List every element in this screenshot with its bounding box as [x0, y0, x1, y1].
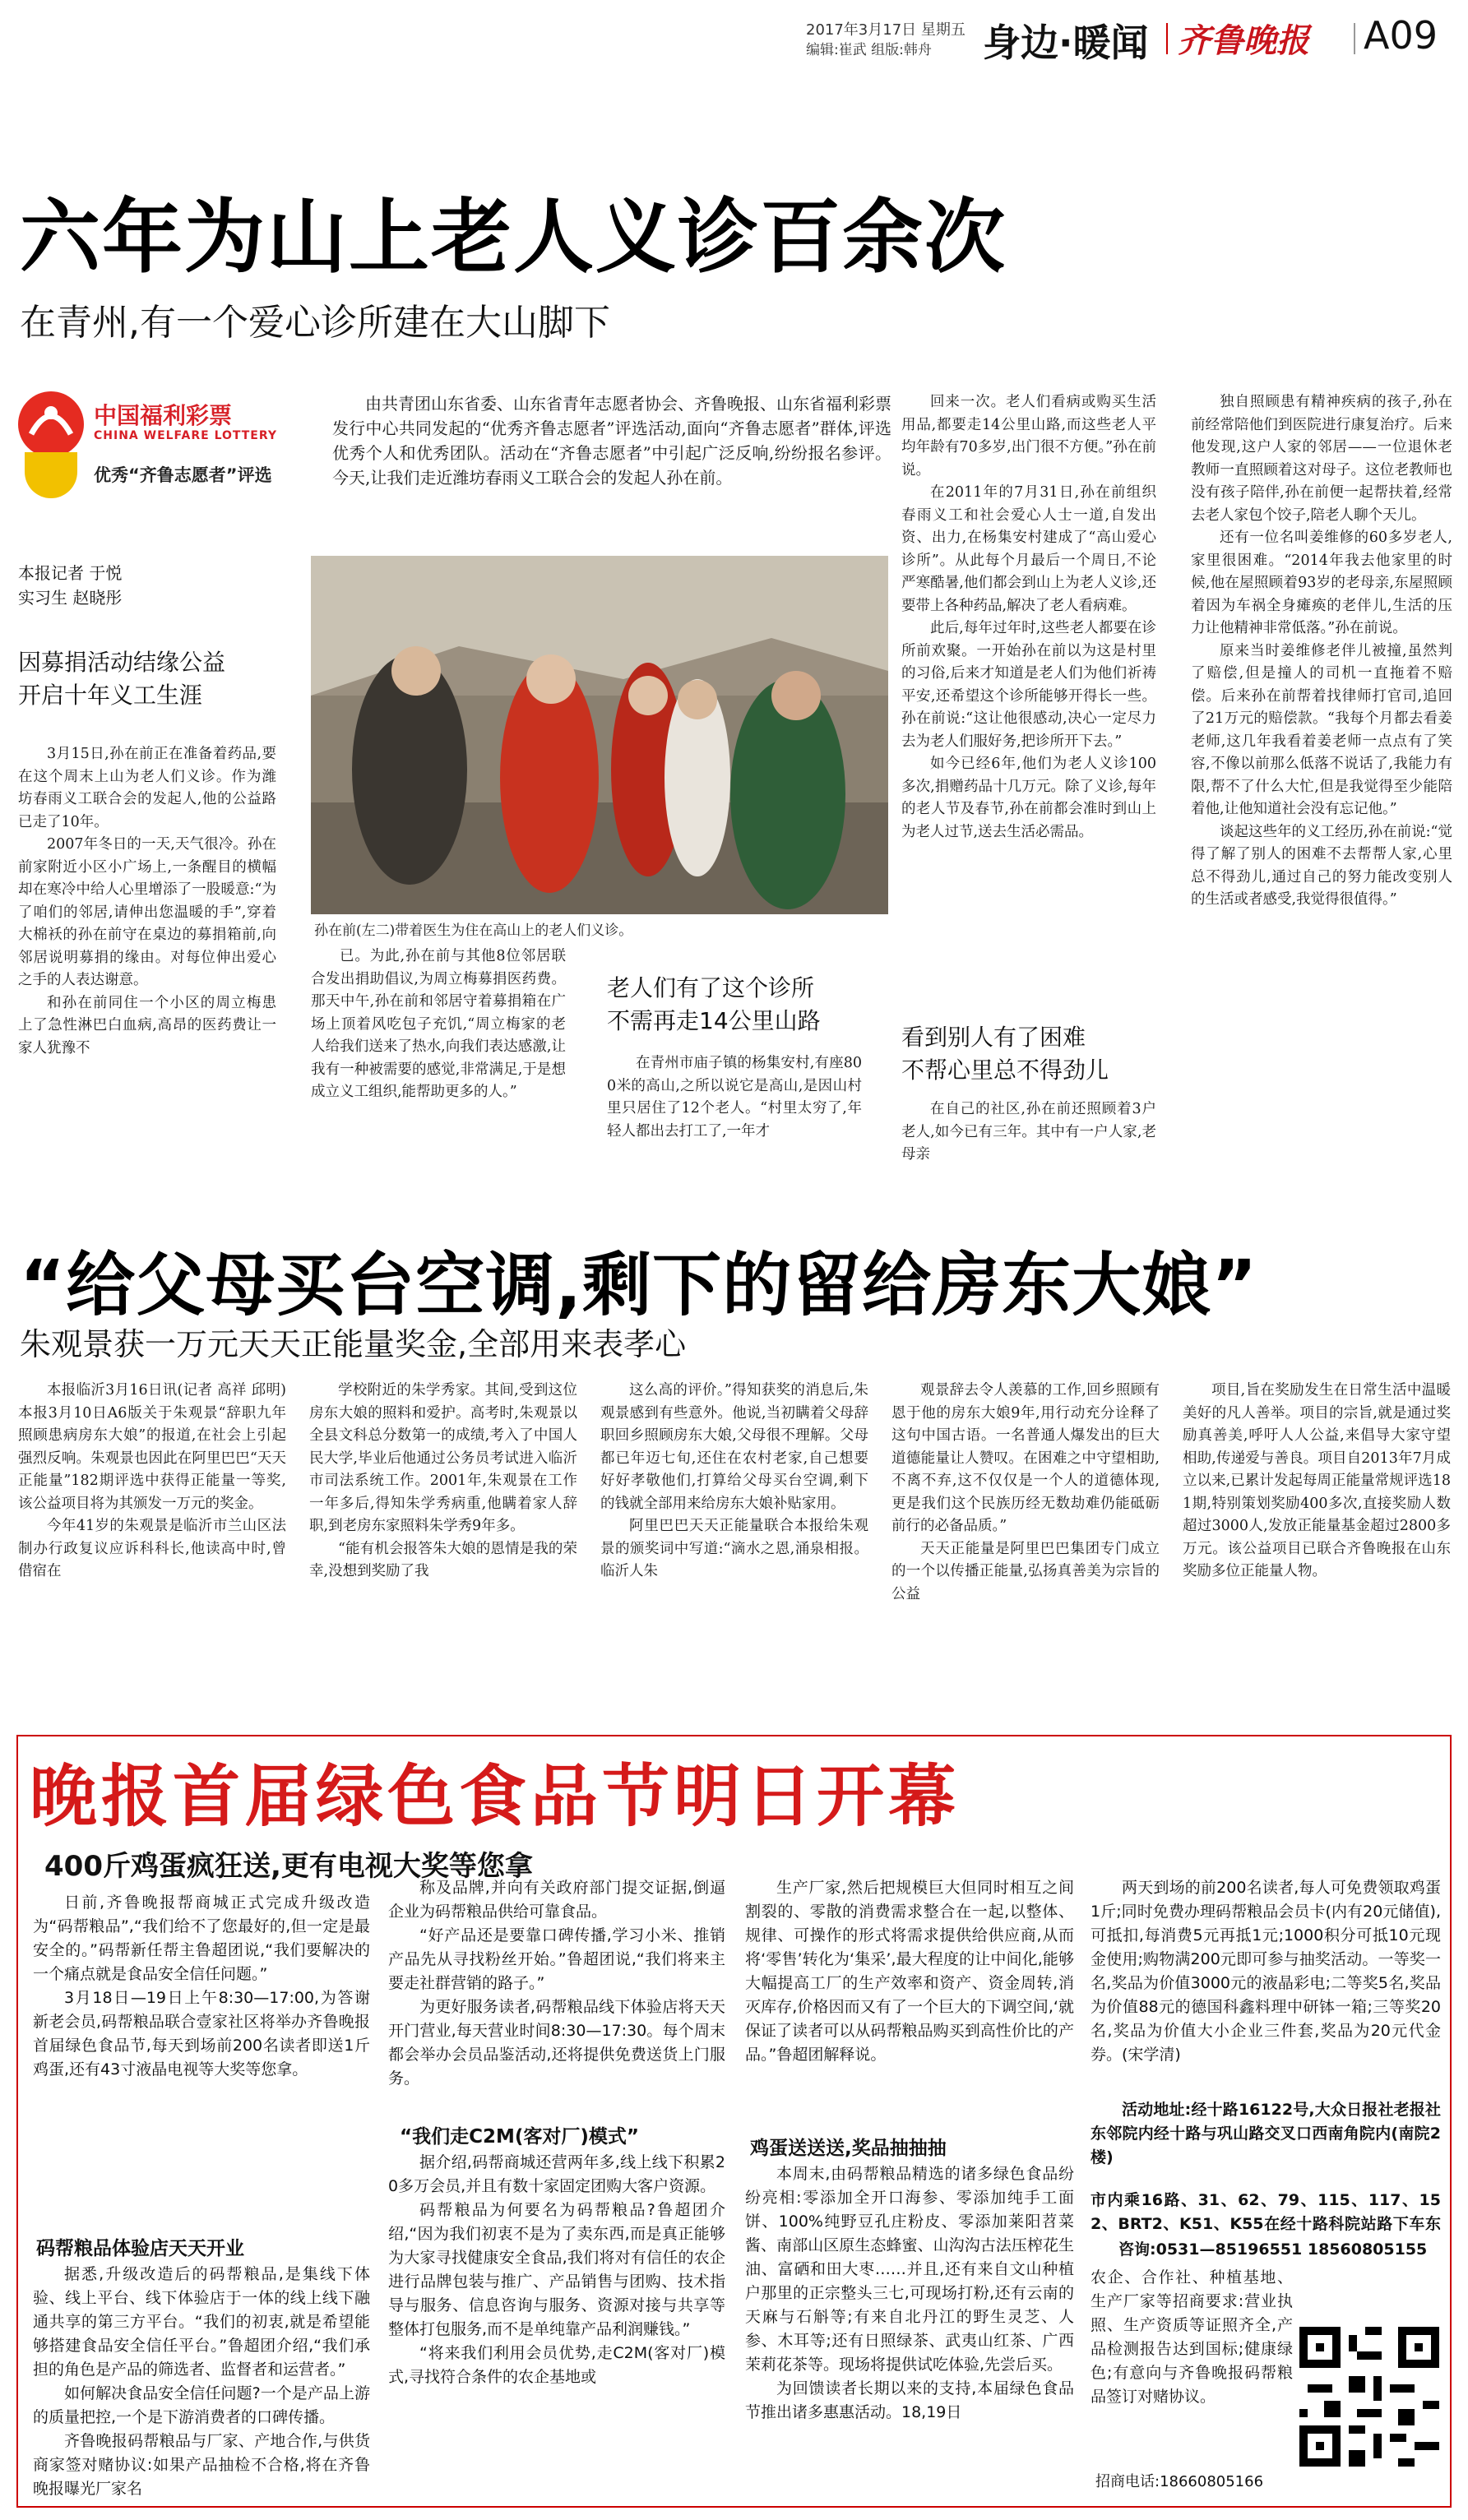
ad-column-2: 称及品牌,并向有关政府部门提交证据,倒逼企业为码帮粮品供给可靠食品。 “好产品还是要靠口碑传播,学习小米、推销产品先从寻找粉丝开始。”鲁超团说,“我们将来主要走社群营销的路子。” 为更好服务读者,码帮粮品线下体验店将天天开门营业,每天营业时间8:30—17:30。每个周末都会举办会员品鉴活动,还将提供免费送货上门服务。 — [388, 1879, 725, 2088]
story2-headline: “给父母买台空调,剩下的留给房东大娘” — [20, 1245, 1258, 1325]
section-subtitle: 老人们有了这个诊所 不需再走14公里山路 — [607, 974, 821, 1034]
activity-address: 活动地址:经十路16122号,大众日报社老报社东邻院内经十路与巩山路交叉口西南角院内(南院2楼) — [1091, 2101, 1441, 2166]
story1-column-5: 独自照顾患有精神疾病的孩子,孙在前经常陪他们到医院进行康复治疗。后来他发现,这户人家的邻居——一位退休老教师一直照顾着这对母子。这位老教师也没有孩子陪伴,孙在前便一起帮扶着,经常去老人家包个饺子,陪老人聊个天儿。 还有一位名叫姜维修的60多岁老人,家里很困难。“2014年我去他家里的时候,他在屋照顾着93岁的老母亲,东屋照顾着因为车祸全身瘫痪的老伴儿,生活的压力让他精神非常低落。”孙在前说。 原来当时姜维修老伴儿被撞,虽然判了赔偿,但是撞人的司机一直拖着不赔偿。后来孙在前帮着找律师打官司,追回了21万元的赔偿款。“我每个月都去看姜老师,这几年我看着姜老师一点点有了笑容,不像以前那么低落不说话了,我能力有限,帮不了什么大忙,但是我觉得至少能陪着他,让他知道社会没有忘记他。” 谈起这些年的义工经历,孙在前说:“觉得了解了别人的困难不去帮帮人家,心里总不得劲儿,通过自己的努力能改变别人的生活或者感受,我觉得很值得。” — [1191, 394, 1452, 908]
ad-title: 晚报首届绿色食品节明日开幕 — [30, 1758, 961, 1836]
story1-column-3: 在青州市庙子镇的杨集安村,有座800米的高山,之所以说它是高山,是因山村里只居住了12个老人。“村里太穷了,年轻人都出去打工了,一年才 — [607, 1055, 862, 1140]
story1-headline: 六年为山上老人义诊百余次 — [20, 191, 1007, 284]
story2-subhead: 朱观景获一万元天天正能量奖金,全部用来表孝心 — [20, 1326, 687, 1362]
newspaper-logo: 齐鲁晚报 — [1178, 21, 1309, 60]
ad-column-3-cont: 本周末,由码帮粮品精选的诸多绿色食品纷纷亮相:零添加全开口海参、零添加纯手工面饼、100%纯野豆孔庄粉皮、零添加莱阳苕菜酱、南部山区原生态蜂蜜、山沟沟古法压榨花生油、富硒和田大枣……并且,还有来自文山种植户那里的正宗整头三七,可现场打粉,还有云南的天麻与石斛等;有来自北丹江的野生灵芝、人参、木耳等;还有日照绿茶、武夷山红茶、广西茉莉花茶等。现场将提供试吃体验,先尝后买。 为回馈读者长期以来的支持,本届绿色食品节推出诸多惠惠活动。18,19日 — [745, 2165, 1074, 2421]
ad-section-heading: 码帮粮品体验店天天开业 — [36, 2238, 244, 2259]
story1-column-1: 3月15日,孙在前正在准备着药品,要在这个周末上山为老人们义诊。作为潍坊春雨义工联合会的发起人,他的公益路已走了10年。 2007年冬日的一天,天气很冷。孙在前家附近小区小广场上,一条醒目的横幅却在寒冷中给人心里增添了一股暖意:“为了咱们的邻居,请伸出您温暖的手”,穿着大棉袄的孙在前守在桌边的募捐箱前,向邻居说明募捐的缘由。对每位伸出爱心之手的人表达谢意。 和孙在前同住一个小区的周立梅患上了急性淋巴白血病,高昂的医药费让一家人犹豫不 — [18, 746, 276, 1057]
byline-intern: 实习生 赵晓彤 — [18, 588, 123, 608]
section-title: 身边·暖闻 — [983, 21, 1149, 65]
ad-column-1: 日前,齐鲁晚报帮商城正式完成升级改造为“码帮粮品”,“我们给不了您最好的,但一定是最安全的。”码帮新任帮主鲁超团说,“我们要解决的一个痛点就是食品安全信任问题。” 3月18日—19日上午8:30—17:00,为答谢新老会员,码帮粮品联合壹家社区将举办齐鲁晚报首届绿色食品节,每天到场前200名读者即送1斤鸡蛋,还有43寸液晶电视等大奖等您拿。 — [33, 1893, 370, 2078]
merchant-recruitment: 农企、合作社、种植基地、生产厂家等招商要求:营业执照、生产资质等证照齐全,产品检测报告达到国标;健康绿色;有意向与齐鲁晚报码帮粮品签订对赌协议。 — [1091, 2268, 1293, 2406]
section-subtitle: 看到别人有了困难 不帮心里总不得劲儿 — [901, 1024, 1109, 1084]
ad-column-1-cont: 据悉,升级改造后的码帮粮品,是集线下体验、线上平台、线下体验店于一体的线上线下融通共享的第三方平台。“我们的初衷,就是希望能够搭建食品安全信任平台。”鲁超团介绍,“我们承担的角色是产品的筛选者、监督者和运营者。” 如何解决食品安全信任问题?一个是产品上游的质量把控,一个是下游消费者的口碑传播。 齐鲁晚报码帮粮品与厂家、产地合作,与供货商家签对赌协议:如果产品抽检不合格,将在齐鲁晚报曝光厂家名 — [33, 2265, 370, 2498]
story1-column-4-cont: 在自己的社区,孙在前还照顾着3户老人,如今已有三年。其中有一户人家,老母亲 — [901, 1101, 1156, 1163]
ad-column-4: 两天到场的前200名读者,每人可免费领取鸡蛋1斤;同时免费办理码帮粮品会员卡(内有20元储值),可抵扣,每消费5元再抵1元;1000积分可抵10元现金使用;购物满200元即可参与抽奖活动。一等奖一名,奖品为价值3000元的液晶彩电;二等奖5名,奖品为价值88元的德国科鑫料理中研钵一箱;三等奖20名,奖品为价值大小企业三件套,奖品为20元代金券。(宋学清) — [1091, 1879, 1441, 2064]
byline — [18, 561, 122, 610]
story1-column-4: 回来一次。老人们看病或购买生活用品,都要走14公里山路,而这些老人平均年龄有70多岁,出门很不方便。”孙在前说。 在2011年的7月31日,孙在前组织春雨义工和社会爱心人士一道,自发出资、出力,在杨集安村建成了“高山爱心诊所”。从此每个月最后一个周日,不论严寒酷暑,他们都会到山上为老人义诊,还要带上各种药品,解决了老人看病难。 此后,每年过年时,这些老人都要在诊所前欢聚。一开始孙在前以为这是村里的习俗,后来才知道是老人们为他们祈祷平安,还希望这个诊所能够开得长一些。孙在前说:“这让他很感动,决心一定尽力去为老人们服好务,把诊所开下去。” 如今已经6年,他们为老人义诊100多次,捐赠药品十几万元。除了义诊,每年的老人节及春节,孙在前都会准时到山上为老人过节,送去生活必需品。 — [901, 394, 1156, 840]
bus-routes: 市内乘16路、31、62、79、115、117、152、BRT2、K51、K55在经十路科院站路下车东 — [1091, 2191, 1441, 2233]
contact-phone: 咨询:0531—85196551 18560805155 — [1118, 2240, 1428, 2259]
ad-column-2-cont: 据介绍,码帮商城还营两年多,线上线下积累20多万会员,并且有数十家固定团购大客户资源。 码帮粮品为何要名为码帮粮品?鲁超团介绍,“因为我们初衷不是为了卖东西,而是真正能够为大家寻找健康安全食品,我们将对有信任的农企进行品牌包装与推广、产品销售与团购、技术指导与服务、信息咨询与服务、资源对接与共享等整体打包服务,而不是单纯靠产品利润赚钱。” “将来我们利用会员优势,走C2M(客对厂)模式,寻找符合条件的农企基地或 — [388, 2153, 725, 2386]
editor-credit: 编辑:崔武 组版:韩舟 — [806, 42, 932, 58]
story2-column-3: 这么高的评价。”得知获奖的消息后,朱观景感到有些意外。他说,当初瞒着父母辞职回乡照顾房东大娘,父母很不理解。父母都已年迈七旬,还住在农村老家,自己想要好好孝敬他们,打算给父母买台空调,剩下的钱就全部用来给房东大娘补贴家用。 阿里巴巴天天正能量联合本报给朱观景的颁奖词中写道:“滴水之恩,涌泉相报。临沂人朱 — [600, 1382, 868, 1579]
news-photo — [311, 556, 888, 914]
header-divider — [1166, 23, 1168, 54]
qr-code-icon[interactable] — [1299, 2327, 1439, 2467]
story1-subhead: 在青州,有一个爱心诊所建在大山脚下 — [20, 302, 610, 344]
recruit-phone: 招商电话:18660805166 — [1095, 2473, 1264, 2490]
section-subtitle: 因募捐活动结缘公益 开启十年义工生涯 — [18, 649, 226, 709]
story1-column-2: 已。为此,孙在前与其他8位邻居联合发出捐助倡议,为周立梅募捐医药费。那天中午,孙在前和邻居守着募捐箱在广场上顶着风吃包子充饥,“周立梅家的老人给我们送来了热水,向我们表达感激,让我有一种被需要的感觉,非常满足,于是想成立义工组织,能帮助更多的人。” — [311, 948, 566, 1100]
ad-section-heading: 鸡蛋送送送,奖品抽抽抽 — [750, 2138, 947, 2159]
ad-column-3: 生产厂家,然后把规模巨大但同时相互之间割裂的、零散的消费需求整合在一起,以整体、规律、可操作的形式将需求提供给供应商,从而将‘零售’转化为‘集采’,最大程度的让中间化,能够大幅提高工厂的生产效率和资产、资金周转,消灭库存,价格因而又有了一个巨大的下调空间,‘就保证了读者可以从码帮粮品购买到高性价比的产品。”鲁超团解释说。 — [745, 1879, 1074, 2064]
story2-column-5: 项目,旨在奖励发生在日常生活中温暖美好的凡人善举。项目的宗旨,就是通过奖励真善美,呼吁人人公益,来倡导大家守望相助,传递爱与善良。项目自2013年7月成立以来,已累计发起每周正能量常规评选181期,特别策划奖励400多次,直接奖励人数超过3000人,发放正能量基金超过2800多万元。该公益项目已联合齐鲁晚报在山东奖励多位正能量人物。 — [1183, 1382, 1451, 1579]
story2-column-2: 学校附近的朱学秀家。其间,受到这位房东大娘的照料和爱护。高考时,朱观景以全县文科总分数第一的成绩,考入了中国人民大学,毕业后他通过公务员考试进入临沂市司法系统工作。2001年,朱观景在工作一年多后,得知朱学秀病重,他瞒着家人辞职,到老房东家照料朱学秀9年多。 “能有机会报答朱大娘的恩情是我的荣幸,没想到奖励了我 — [309, 1382, 577, 1579]
story2-column-4: 观景辞去令人羡慕的工作,回乡照顾有恩于他的房东大娘9年,用行动充分诠释了这句中国古语。一名普通人爆发出的巨大道德能量让人赞叹。在困难之中守望相助,不离不弃,这不仅仅是一个人的道德体现,更是我们这个民族历经无数劫难仍能砥砺前行的必备品质。” 天天正能量是阿里巴巴集团专门成立的一个以传播正能量,弘扬真善美为宗旨的公益 — [891, 1382, 1160, 1602]
story1-intro: 由共青团山东省委、山东省青年志愿者协会、齐鲁晚报、山东省福利彩票发行中心共同发起的“优秀齐鲁志愿者”评选活动,面向“齐鲁志愿者”群体,评选优秀个人和优秀团队。活动在“齐鲁志愿者”中引起广泛反响,纷纷报名参评。今天,让我们走近潍坊春雨义工联合会的发起人孙在前。 — [332, 394, 891, 488]
story2-column-1: 本报临沂3月16日讯(记者 高祥 邱明) 本报3月10日A6版关于朱观景“辞职九年照顾患病房东大娘”的报道,在社会上引起强烈反响。朱观景也因此在阿里巴巴“天天正能量”182期评选中获得正能量一等奖,该公益项目将为其颁发一万元的奖金。 今年41岁的朱观景是临沂市兰山区法制办行政复议应诉科科长,他读高中时,曾借宿在 — [18, 1382, 286, 1579]
photo-caption: 孙在前(左二)带着医生为住在高山上的老人们义诊。 — [314, 922, 633, 939]
logo-chinese-name: 中国福利彩票 — [94, 402, 233, 429]
ad-section-heading: “我们走C2M(客对厂)模式” — [400, 2126, 640, 2148]
lottery-emblem-icon — [18, 391, 84, 457]
byline-reporter: 本报记者 于悦 — [18, 563, 123, 583]
welfare-lottery-logo — [18, 391, 280, 503]
ad-subtitle: 400斤鸡蛋疯狂送,更有电视大奖等您拿 — [44, 1850, 533, 1883]
medal-icon — [25, 452, 77, 498]
award-label: 优秀“齐鲁志愿者”评选 — [94, 465, 272, 485]
header-divider — [1354, 23, 1355, 54]
issue-date: 2017年3月17日 星期五 — [806, 21, 966, 39]
page-number: A09 — [1364, 13, 1438, 58]
logo-english-name: CHINA WELFARE LOTTERY — [94, 429, 278, 442]
